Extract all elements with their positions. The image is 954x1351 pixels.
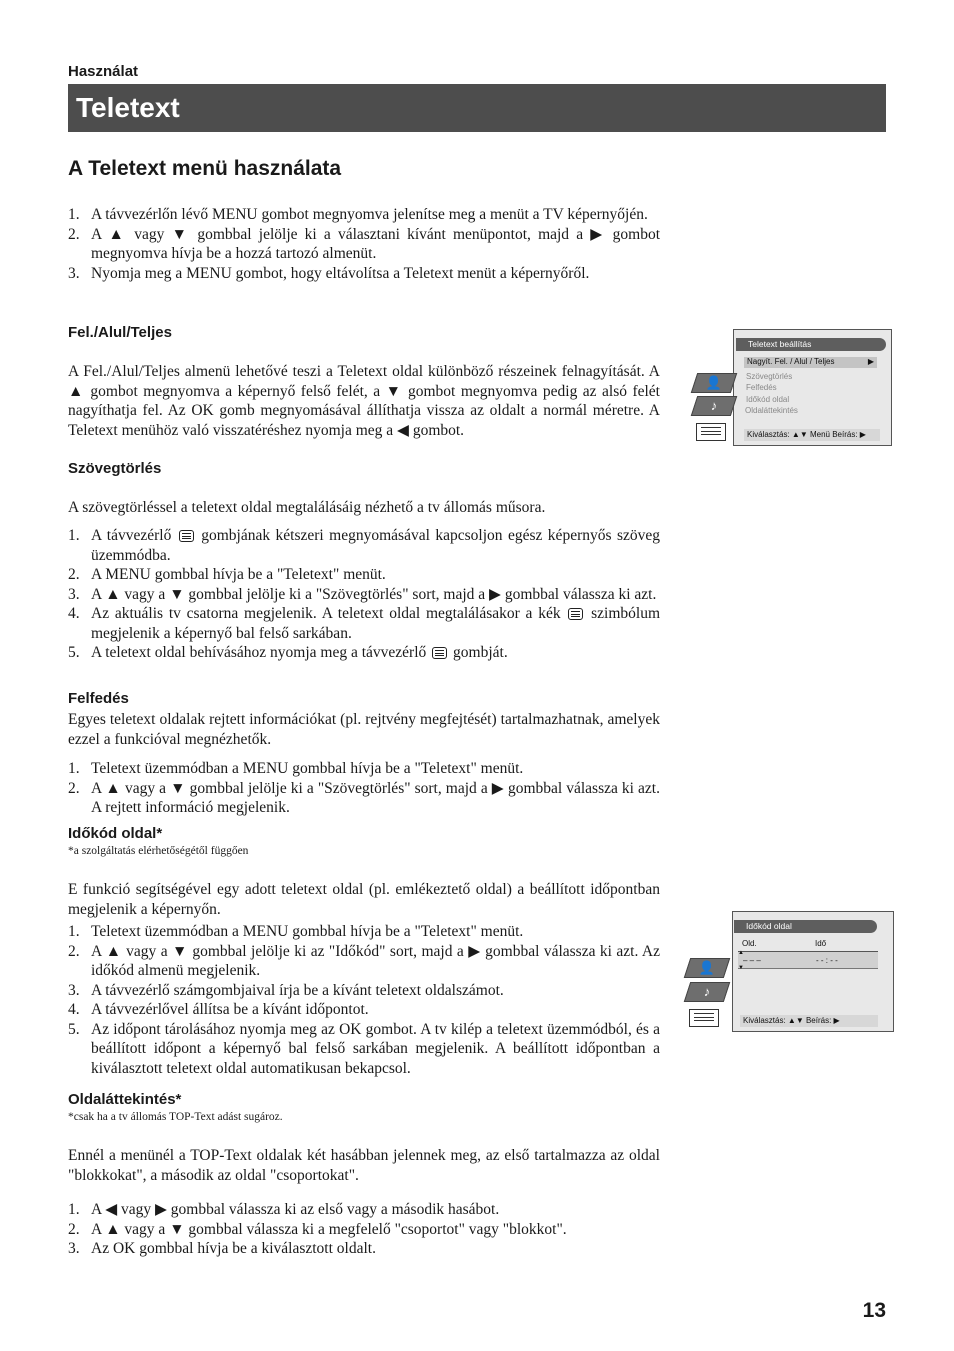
felfedes-heading: Felfedés	[68, 690, 129, 707]
list-item: 1. Teletext üzemmódban a MENU gombbal hívja be a "Teletext" menüt.	[68, 923, 524, 940]
list-item: 2. A MENU gombbal hívja be a "Teletext" menüt.	[68, 566, 386, 583]
submenu-arrow-icon: ▶	[867, 357, 874, 366]
menu-title: Időkód oldal	[734, 920, 877, 933]
list-item: 1. Teletext üzemmódban a MENU gombbal hívja be a "Teletext" menüt.	[68, 760, 524, 777]
felfedes-intro: Egyes teletext oldalak rejtett információkat (pl. rejtvény megfejtését) tartalmazhatnak, amelyek ezzel a funkcióval megnézhetők.	[68, 711, 660, 748]
page-number: 13	[862, 1299, 886, 1322]
list-item: 3. A távvezérlő számgombjaival írja be a kívánt teletext oldalszámot.	[68, 981, 504, 999]
section-label: Használat	[68, 63, 139, 80]
list-item: 5. A teletext oldal behívásához nyomja meg a távvezérlő gombját.	[68, 644, 508, 661]
list-item: 2. A ▲ vagy a ▼ gombbal jelölje ki a "Szövegtörlés" sort, majd a ▶ gombbal válassza ki azt. A rejtett információ megjelenik.	[68, 779, 660, 816]
list-item: 4. Az aktuális tv csatorna megjelenik. A teletext oldal megtalálásakor a kék szimbólum megjelenik a képernyő bal felső sarkában.	[68, 605, 660, 642]
szovegtorles-heading: Szövegtörlés	[68, 460, 162, 477]
menu-footer: Kiválasztás: ▲▼ Beírás: ▶	[740, 1015, 878, 1027]
list-item: 2. A ▲ vagy ▼ gombbal jelölje ki a választani kívánt menüpontot, majd a ▶ gombot megnyomva hívja be a hozzá tartozó almenüt.	[68, 225, 660, 262]
list-item: 3. Az OK gombbal hívja be a kiválasztott oldalt.	[68, 1240, 376, 1257]
felfedes-steps	[68, 759, 660, 818]
teletext-button-icon	[432, 647, 447, 659]
oldalattekintes-intro: Ennél a menünél a TOP-Text oldalak két hasábban jelennek meg, az első tartalmazza az oldal "blokkokat", a második az oldal "csoportokat".	[68, 1147, 660, 1184]
down-arrow-icon: ▼	[738, 965, 744, 971]
menu-item-szovegtorles: Szövegtörlés	[746, 372, 793, 381]
fel-alul-heading: Fel./Alul/Teljes	[68, 324, 172, 341]
fel-alul-text: A Fel./Alul/Teljes almenü lehetővé teszi a Teletext oldal különböző részeinek felnagyítását. A ▲ gombot megnyomva a képernyő felső felét, a ▼ gombot megnyomva pedig az alsó felét nagyíthatja fel. Az OK gomb megnyomásával állíthatja vissza az oldalt a normál méretre. A Teletext menühöz való visszatéréshez nyomja meg a ◀ gombot.	[68, 363, 660, 439]
list-item: 2. A ▲ vagy a ▼ gombbal jelölje ki az "Időkód" sort, majd a ▶ gombbal válassza ki azt. Az időkód almenü megjelenik.	[68, 942, 660, 979]
list-item: 1. A ◀ vagy ▶ gombbal válassza ki az első vagy a második hasábot.	[68, 1201, 500, 1218]
page-column-label: Old.	[742, 939, 757, 948]
teletext-icon	[689, 1009, 719, 1027]
teletext-symbol-icon	[568, 608, 583, 620]
main-heading: A Teletext menü használata	[68, 157, 342, 180]
timecode-menu-screenshot	[682, 911, 894, 1032]
time-column-label: Idő	[815, 939, 827, 948]
menu-item-nagyit: Nagyít. Fel. / Alul / Teljes ▶	[744, 357, 877, 368]
idokod-heading: Időkód oldal*	[68, 825, 163, 842]
list-item: 3. A ▲ vagy a ▼ gombbal jelölje ki a "Szövegtörlés" sort, majd a ▶ gombbal válassza ki azt.	[68, 585, 657, 603]
szovegtorles-steps	[68, 526, 660, 663]
up-arrow-icon: ▲	[738, 950, 744, 956]
menu-item-oldalattekintes: Oldaláttekintés	[745, 406, 798, 415]
time-field: - - : - -	[816, 956, 838, 965]
list-item: 1. A távvezérlő gombjának kétszeri megnyomásával kapcsoljon egész képernyős szöveg üzemmódba.	[68, 527, 660, 564]
teletext-button-icon	[179, 530, 194, 542]
szovegtorles-intro: A szövegtörléssel a teletext oldal megtalálásáig nézhető a tv állomás műsora.	[68, 499, 546, 516]
idokod-steps	[68, 922, 660, 1078]
teletext-menu-screenshot	[688, 329, 892, 446]
idokod-intro: E funkció segítségével egy adott teletext oldal (pl. emlékeztető oldal) a beállított időpontban megjelenik a képernyőn.	[68, 881, 660, 918]
page-title-bar: Teletext	[68, 84, 886, 132]
teletext-icon	[696, 423, 726, 441]
list-item: 5. Az időpont tárolásához nyomja meg az OK gombot. A tv kilép a teletext üzemmódból, és a beállított időpont a képernyő bal felső sarkában megjelenik. A beállított időpontban a kiválasztott teletext oldal automatikusan bekapcsol.	[68, 1020, 660, 1077]
list-item: 3. Nyomja meg a MENU gombot, hogy eltávolítsa a Teletext menüt a képernyőről.	[68, 264, 590, 282]
menu-item-idokod: Időkód oldal	[746, 395, 790, 404]
menu-footer: Kiválasztás: ▲▼ Menü Beírás: ▶	[744, 429, 880, 441]
menu-title: Teletext beállítás	[736, 338, 886, 351]
person-icon: 👤	[691, 373, 737, 393]
music-note-icon: ♪	[684, 982, 730, 1002]
oldalattekintes-note: *csak ha a tv állomás TOP-Text adást sugároz.	[68, 1111, 283, 1123]
music-note-icon: ♪	[691, 396, 737, 416]
intro-steps	[68, 205, 660, 283]
list-item: 4. A távvezérlővel állítsa be a kívánt időpontot.	[68, 1001, 369, 1018]
list-item: 2. A ▲ vagy a ▼ gombbal válassza ki a megfelelő "csoportot" vagy "blokkot".	[68, 1220, 567, 1238]
oldalattekintes-steps	[68, 1200, 660, 1259]
idokod-note: *a szolgáltatás elérhetőségétől függően	[68, 845, 249, 857]
list-item: 1. A távvezérlőn lévő MENU gombot megnyomva jelenítse meg a menüt a TV képernyőjén.	[68, 206, 648, 223]
page-number-field: – – –	[743, 956, 761, 965]
menu-item-felfedes: Felfedés	[746, 383, 777, 392]
person-icon: 👤	[684, 958, 730, 978]
oldalattekintes-heading: Oldaláttekintés*	[68, 1091, 182, 1108]
